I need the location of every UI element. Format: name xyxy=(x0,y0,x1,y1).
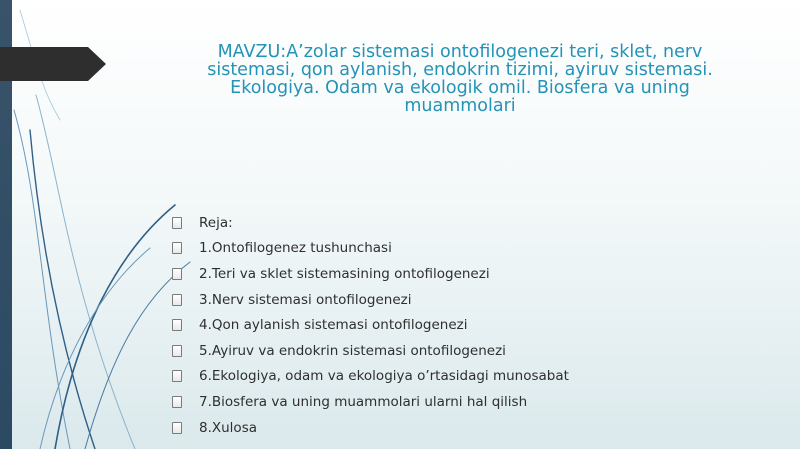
list-item xyxy=(172,364,569,390)
list-item xyxy=(172,389,569,415)
bullet-square-icon xyxy=(172,242,182,254)
bullet-square-icon xyxy=(172,422,182,434)
list-item-text: 6.Ekologiya, odam va ekologiya o’rtasidagi munosabat xyxy=(199,368,569,385)
list-item-text: 5.Ayiruv va endokrin sistemasi ontofilogenezi xyxy=(199,342,506,359)
list-item xyxy=(172,287,569,313)
list-item xyxy=(172,236,569,262)
bullet-square-icon xyxy=(172,396,182,408)
bullet-square-icon xyxy=(172,294,182,306)
bullet-square-icon xyxy=(172,217,182,229)
list-item-text: 1.Ontofilogenez tushunchasi xyxy=(199,240,392,257)
bullet-square-icon xyxy=(172,370,182,382)
list-item xyxy=(172,415,569,441)
list-item-text: Reja: xyxy=(199,214,233,231)
bullet-list xyxy=(172,210,569,440)
list-item xyxy=(172,312,569,338)
list-item xyxy=(172,210,569,236)
bullet-square-icon xyxy=(172,268,182,280)
list-item xyxy=(172,261,569,287)
slide-title: MAVZU:A’zolar sistemasi ontofilogenezi teri, sklet, nerv sistemasi, qon aylanish, endokrin tizimi, ayiruv sistemasi. Ekologiya. Odam va ekologik omil. Biosfera va uning muammolari xyxy=(207,42,713,116)
list-item xyxy=(172,338,569,364)
list-item-text: 4.Qon aylanish sistemasi ontofilogenezi xyxy=(199,317,468,334)
bullet-square-icon xyxy=(172,319,182,331)
bullet-square-icon xyxy=(172,345,182,357)
title-arrow-tab xyxy=(0,47,106,81)
list-item-text: 3.Nerv sistemasi ontofilogenezi xyxy=(199,291,412,308)
list-item-text: 2.Teri va sklet sistemasining ontofilogenezi xyxy=(199,265,490,282)
list-item-text: 8.Xulosa xyxy=(199,419,258,436)
list-item-text: 7.Biosfera va uning muammolari ularni hal qilish xyxy=(199,393,528,410)
